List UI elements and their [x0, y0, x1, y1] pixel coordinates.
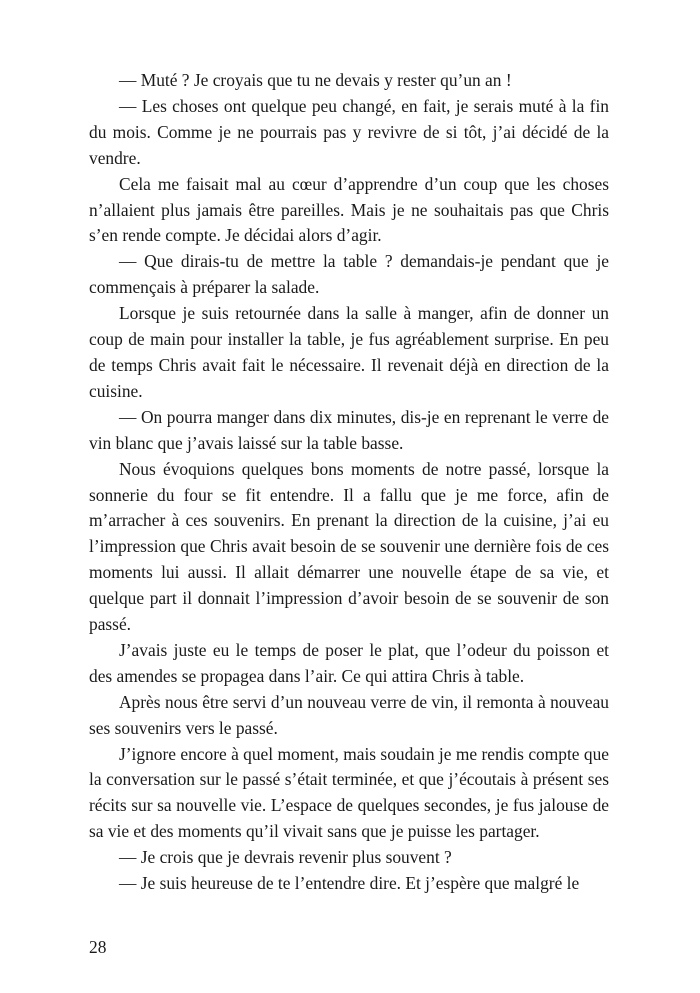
paragraph-6: — On pourra manger dans dix minutes, dis-je en reprenant le verre de vin blanc que j’avais laissé sur la table basse.: [89, 406, 609, 453]
paragraph-5: Lorsque je suis retournée dans la salle à manger, afin de donner un coup de main pour installer la table, je fus agréablement surprise. En peu de temps Chris avait fait le nécessaire. Il revenait déjà en direction de la cuisine.: [89, 303, 609, 401]
paragraph-11: — Je crois que je devrais revenir plus souvent ?: [119, 847, 452, 868]
page-number: 28: [89, 937, 107, 957]
paragraph-1: — Muté ? Je croyais que tu ne devais y rester qu’un an !: [119, 70, 512, 90]
paragraph-2: — Les choses ont quelque peu changé, en fait, je serais muté à la fin du mois. Comme je ne pourrais pas y revivre de si tôt, j’ai décidé de la vendre.: [89, 95, 609, 168]
paragraph-9: Après nous être servi d’un nouveau verre de vin, il remonta à nouveau ses souvenirs vers le passé.: [89, 691, 609, 738]
paragraph-7: Nous évoquions quelques bons moments de notre passé, lorsque la sonnerie du four se fit entendre. Il a fallu que je me force, afin de m’arracher à ces souvenirs. En prenant la direction de la cuisine, j’ai eu l’impression que Chris avait besoin de se souvenir une dernière fois de ces moments lui aussi. Il allait démarrer une nouvelle étape de sa vie, et quelque part il donnait l’impression d’avoir besoin de se souvenir de son passé.: [89, 458, 609, 635]
paragraph-4: — Que dirais-tu de mettre la table ? demandais-je pendant que je commençais à préparer la salade.: [89, 251, 609, 298]
paragraph-12: — Je suis heureuse de te l’entendre dire. Et j’espère que malgré le: [119, 873, 580, 894]
paragraph-8: J’avais juste eu le temps de poser le plat, que l’odeur du poisson et des amendes se propagea dans l’air. Ce qui attira Chris à table.: [89, 639, 609, 686]
paragraph-10: J’ignore encore à quel moment, mais soudain je me rendis compte que la conversation sur le passé s’était terminée, et que j’écoutais à présent ses récits sur sa nouvelle vie. L’espace de quelques secondes, je fus jalouse de sa vie et des moments qu’il vivait sans que je puisse les partager.: [89, 743, 609, 842]
page-body: [89, 68, 609, 897]
paragraph-3: Cela me faisait mal au cœur d’apprendre d’un coup que les choses n’allaient plus jamais être pareilles. Mais je ne souhaitais pas que Chris s’en rende compte. Je décidai alors d’agir.: [89, 173, 609, 246]
